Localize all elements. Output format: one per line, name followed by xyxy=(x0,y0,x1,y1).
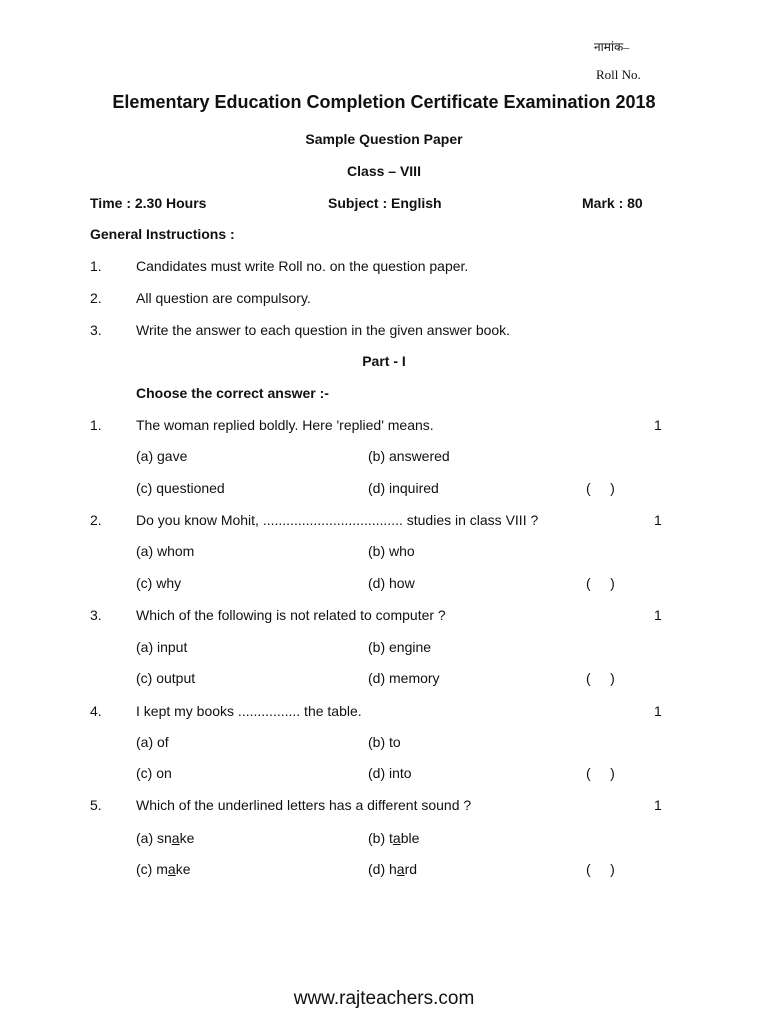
option-c: (c) make xyxy=(136,861,191,877)
subject-label: Subject : English xyxy=(328,195,442,211)
instruction-number: 2. xyxy=(90,290,102,306)
question-number: 5. xyxy=(90,797,102,813)
exam-title: Elementary Education Completion Certificate Examination 2018 xyxy=(112,92,656,112)
roll-number-label: Roll No. xyxy=(596,67,641,82)
mark-label: Mark : 80 xyxy=(582,195,643,211)
option-b: (b) engine xyxy=(368,639,432,655)
option-d: (d) how xyxy=(368,575,415,591)
part-prompt: Choose the correct answer :- xyxy=(136,385,329,401)
question-number: 3. xyxy=(90,607,102,623)
instruction-text: Candidates must write Roll no. on the question paper. xyxy=(136,258,469,274)
footer-website: www.rajteachers.com xyxy=(293,988,475,1009)
class-label: Class – VIII xyxy=(347,163,421,179)
option-a: (a) input xyxy=(136,639,188,655)
time-label: Time : 2.30 Hours xyxy=(90,195,207,211)
answer-box: ( ) xyxy=(586,575,615,591)
instruction-text: All question are compulsory. xyxy=(136,290,311,306)
option-b: (b) answered xyxy=(368,448,450,464)
instruction-number: 3. xyxy=(90,322,102,338)
option-d: (d) hard xyxy=(368,861,418,877)
answer-box: ( ) xyxy=(586,480,615,496)
option-a: (a) whom xyxy=(136,543,195,559)
option-c: (c) output xyxy=(136,670,196,686)
option-c: (c) why xyxy=(136,575,182,591)
question-text: Do you know Mohit, .................................... studies in class VIII ? xyxy=(136,512,539,528)
option-c: (c) questioned xyxy=(136,480,225,496)
option-d: (d) memory xyxy=(368,670,440,686)
option-b: (b) table xyxy=(368,830,420,846)
option-a: (a) of xyxy=(136,734,169,750)
option-a: (a) snake xyxy=(136,830,195,846)
option-d: (d) inquired xyxy=(368,480,439,496)
question-marks: 1 xyxy=(654,607,662,623)
question-marks: 1 xyxy=(654,512,662,528)
paper-subtitle: Sample Question Paper xyxy=(305,131,463,147)
answer-box: ( ) xyxy=(586,670,615,686)
question-text: I kept my books ................ the table. xyxy=(136,703,362,719)
option-b: (b) to xyxy=(368,734,401,750)
instruction-number: 1. xyxy=(90,258,102,274)
question-text: Which of the following is not related to computer ? xyxy=(136,607,446,623)
option-b: (b) who xyxy=(368,543,415,559)
instruction-text: Write the answer to each question in the given answer book. xyxy=(136,322,511,338)
instructions-heading: General Instructions : xyxy=(90,226,235,242)
question-marks: 1 xyxy=(654,703,662,719)
question-number: 1. xyxy=(90,417,102,433)
answer-box: ( ) xyxy=(586,861,615,877)
question-marks: 1 xyxy=(654,797,662,813)
option-d: (d) into xyxy=(368,765,412,781)
part-title: Part - I xyxy=(362,353,406,369)
answer-box: ( ) xyxy=(586,765,615,781)
question-text: Which of the underlined letters has a different sound ? xyxy=(136,797,472,813)
option-c: (c) on xyxy=(136,765,172,781)
question-number: 2. xyxy=(90,512,102,528)
question-number: 4. xyxy=(90,703,102,719)
roll-number-hindi-label: नामांक– xyxy=(594,40,630,54)
question-marks: 1 xyxy=(654,417,662,433)
question-text: The woman replied boldly. Here 'replied' means. xyxy=(136,417,434,433)
option-a: (a) gave xyxy=(136,448,188,464)
